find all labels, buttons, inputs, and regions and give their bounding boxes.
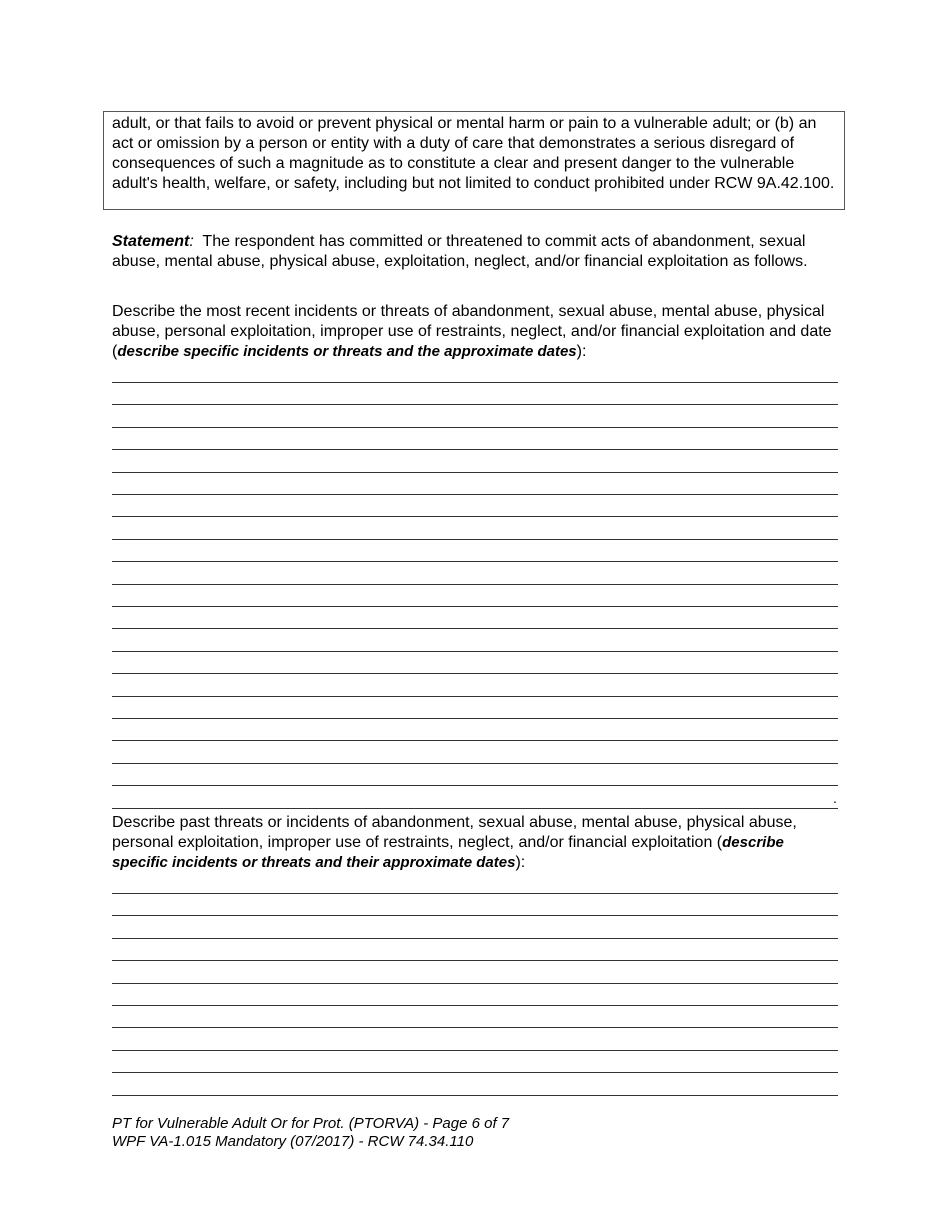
answer-line[interactable] (112, 449, 838, 450)
answer-line[interactable] (112, 893, 838, 894)
recent-prompt-close: ): (576, 343, 587, 360)
answer-line[interactable] (112, 427, 838, 428)
answer-line[interactable] (112, 561, 838, 562)
recent-end-mark: . (833, 790, 837, 806)
answer-line[interactable] (112, 584, 838, 585)
statement-colon: : (189, 233, 194, 250)
past-prompt (112, 813, 842, 873)
answer-line[interactable] (112, 1072, 838, 1073)
statement-text: The respondent has committed or threatened to commit acts of abandonment, sexual abuse, mental abuse, physical abuse, exploitation, neglect, and/or financial exploitation as follows. (112, 233, 808, 270)
answer-line[interactable] (112, 740, 838, 741)
answer-line[interactable] (112, 1027, 838, 1028)
past-prompt-text: Describe past threats or incidents of abandonment, sexual abuse, mental abuse, physical abuse, personal exploitation, improper use of restraints, neglect, and/or financial exploitation ( (112, 814, 797, 851)
answer-line[interactable] (112, 718, 838, 719)
answer-line[interactable] (112, 382, 838, 383)
answer-line[interactable] (112, 673, 838, 674)
footer-line-1: PT for Vulnerable Adult Or for Prot. (PTORVA) - Page 6 of 7 (112, 1115, 510, 1132)
answer-line[interactable] (112, 785, 838, 786)
answer-line[interactable] (112, 808, 838, 809)
answer-line[interactable] (112, 472, 838, 473)
answer-line[interactable] (112, 1095, 838, 1096)
footer-line-2: WPF VA-1.015 Mandatory (07/2017) - RCW 74.34.110 (112, 1133, 474, 1150)
answer-line[interactable] (112, 938, 838, 939)
answer-line[interactable] (112, 1005, 838, 1006)
recent-prompt (112, 302, 842, 362)
definition-text: adult, or that fails to avoid or prevent physical or mental harm or pain to a vulnerable adult; or (b) an act or omission by a person or entity with a duty of care that demonstrates a serious disregard of consequences of such a magnitude as to constitute a clear and present danger to the vulnerable adult's health, welfare, or safety, including but not limited to conduct prohibited under RCW 9A.42.100. (112, 115, 835, 192)
answer-line[interactable] (112, 960, 838, 961)
past-prompt-close: ): (515, 854, 526, 871)
answer-line[interactable] (112, 696, 838, 697)
answer-line[interactable] (112, 763, 838, 764)
statement-paragraph (112, 232, 842, 272)
answer-line[interactable] (112, 651, 838, 652)
answer-line[interactable] (112, 606, 838, 607)
statement-label: Statement (112, 233, 190, 250)
answer-line[interactable] (112, 628, 838, 629)
recent-prompt-emphasis: describe specific incidents or threats and the approximate dates (117, 343, 577, 360)
answer-line[interactable] (112, 404, 838, 405)
answer-line[interactable] (112, 539, 838, 540)
answer-line[interactable] (112, 494, 838, 495)
definition-box (103, 111, 845, 210)
answer-line[interactable] (112, 983, 838, 984)
recent-prompt-text: Describe the most recent incidents or threats of abandonment, sexual abuse, mental abuse, physical abuse, personal exploitation, improper use of restraints, neglect, and/or financial exploitation and date ( (112, 303, 832, 360)
answer-line[interactable] (112, 516, 838, 517)
answer-line[interactable] (112, 1050, 838, 1051)
past-prompt-emphasis: describe specific incidents or threats and their approximate dates (112, 834, 784, 871)
page-footer (112, 1115, 509, 1151)
answer-line[interactable] (112, 915, 838, 916)
